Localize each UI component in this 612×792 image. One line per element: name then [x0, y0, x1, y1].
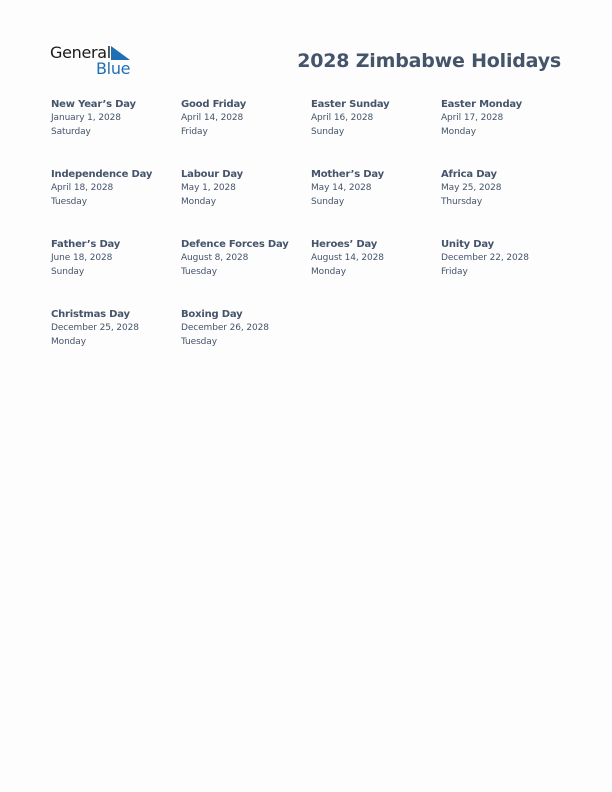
holiday-name: Heroes’ Day	[311, 239, 378, 250]
holiday-name: Mother’s Day	[311, 169, 384, 180]
holiday-date: April 16, 2028	[311, 113, 374, 123]
holiday-weekday: Tuesday	[181, 336, 217, 347]
holiday-name: Independence Day	[51, 169, 153, 180]
holiday-weekday: Tuesday	[181, 266, 217, 277]
holiday-date: August 14, 2028	[311, 253, 384, 263]
holiday-date: December 26, 2028	[181, 323, 269, 333]
holiday-date: January 1, 2028	[51, 113, 121, 123]
holiday-date: April 14, 2028	[181, 113, 244, 123]
logo-triangle-icon	[111, 46, 130, 60]
holiday-item	[51, 308, 181, 349]
holiday-date: June 18, 2028	[51, 253, 113, 263]
holiday-weekday: Sunday	[51, 266, 85, 277]
holiday-name: Defence Forces Day	[181, 239, 289, 250]
holiday-name: New Year’s Day	[51, 99, 136, 110]
holiday-item	[181, 238, 311, 279]
holiday-item	[51, 98, 181, 139]
holiday-weekday: Saturday	[51, 126, 91, 137]
holiday-date: August 8, 2028	[181, 253, 249, 263]
holiday-weekday: Monday	[51, 336, 86, 347]
holiday-weekday: Sunday	[311, 196, 345, 207]
holiday-name: Easter Monday	[441, 99, 522, 110]
holiday-date: April 17, 2028	[441, 113, 504, 123]
holiday-name: Father’s Day	[51, 239, 121, 250]
holiday-item	[311, 98, 441, 139]
holiday-item	[441, 98, 571, 139]
holiday-item	[181, 98, 311, 139]
page-title: 2028 Zimbabwe Holidays	[297, 50, 561, 72]
holiday-weekday: Friday	[441, 266, 468, 277]
logo-blue-text: Blue	[96, 59, 131, 78]
holiday-weekday: Monday	[181, 196, 216, 207]
holiday-weekday: Monday	[311, 266, 346, 277]
holiday-item	[311, 168, 441, 209]
holiday-date: May 25, 2028	[441, 183, 502, 193]
holiday-name: Unity Day	[441, 239, 494, 250]
logo-general-text: General	[50, 43, 111, 62]
holiday-date: December 25, 2028	[51, 323, 139, 333]
holiday-name: Boxing Day	[181, 309, 243, 320]
holiday-name: Easter Sunday	[311, 99, 390, 110]
holiday-weekday: Tuesday	[51, 196, 87, 207]
holiday-weekday: Sunday	[311, 126, 345, 137]
holiday-item	[311, 238, 441, 279]
holiday-name: Good Friday	[181, 99, 247, 110]
holiday-weekday: Thursday	[441, 196, 483, 207]
holiday-item	[181, 308, 311, 349]
holiday-name: Africa Day	[441, 169, 497, 180]
holiday-date: May 14, 2028	[311, 183, 372, 193]
holiday-item	[51, 168, 181, 209]
holiday-weekday: Friday	[181, 126, 208, 137]
holiday-item	[441, 238, 571, 279]
holiday-item	[441, 168, 571, 209]
holiday-date: May 1, 2028	[181, 183, 236, 193]
holiday-name: Christmas Day	[51, 309, 130, 320]
holiday-name: Labour Day	[181, 169, 243, 180]
holiday-item	[51, 238, 181, 279]
holiday-item	[181, 168, 311, 209]
holiday-date: April 18, 2028	[51, 183, 114, 193]
holiday-weekday: Monday	[441, 126, 476, 137]
logo	[50, 43, 140, 79]
holiday-date: December 22, 2028	[441, 253, 529, 263]
